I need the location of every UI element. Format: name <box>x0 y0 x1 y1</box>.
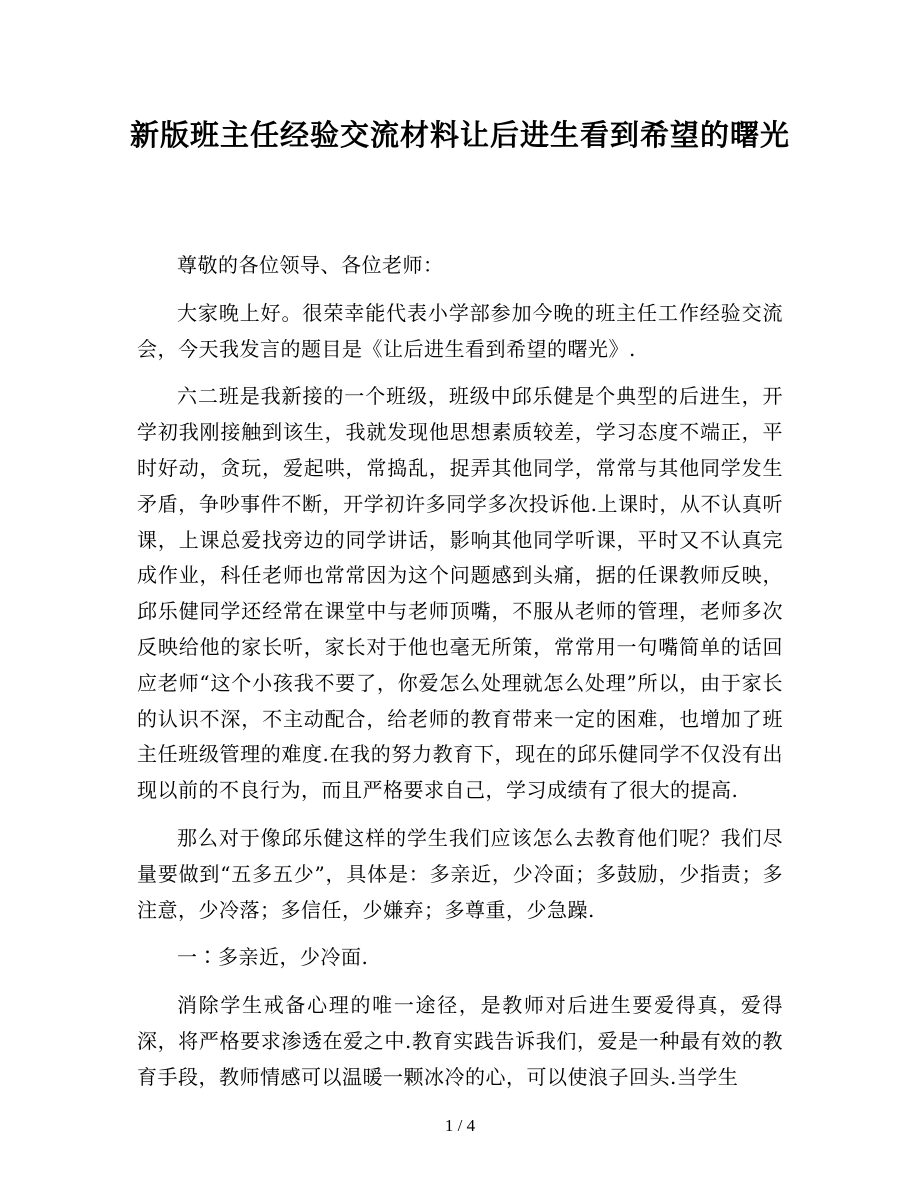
document-body <box>137 248 783 1108</box>
paragraph-method: 那么对于像邱乐健这样的学生我们应该怎么去教育他们呢？我们尽量要做到“五多五少”，具体是：多亲近，少冷面；多鼓励，少指责；多注意，少冷落；多信任，少嫌弃；多尊重，少急躁. <box>137 825 783 922</box>
document-title: 新版班主任经验交流材料让后进生看到希望的曙光 <box>130 118 791 152</box>
paragraph-section-1: 消除学生戒备心理的唯一途径，是教师对后进生要爱得真，爱得深，将严格要求渗透在爱之中.教育实践告诉我们，爱是一种最有效的教育手段，教师情感可以温暖一颗冰冷的心，可以使浪子回头.当学生 <box>137 993 783 1089</box>
paragraph-intro: 大家晚上好。很荣幸能代表小学部参加今晚的班主任工作经验交流会，今天我发言的题目是《让后进生看到希望的曙光》. <box>137 300 783 361</box>
section-heading-1: 一∶多亲近，少冷面. <box>177 945 369 970</box>
paragraph-case: 六二班是我新接的一个班级，班级中邱乐健是个典型的后进生，开学初我刚接触到该生，我就发现他思想素质较差，学习态度不端正，平时好动，贪玩，爱起哄，常捣乱，捉弄其他同学，常常与其他同学发生矛盾，争吵事件不断，开学初许多同学多次投诉他.上课时，从不认真听课，上课总爱找旁边的同学讲话，影响其他同学听课，平时又不认真完成作业，科任老师也常常因为这个问题感到头痛，据的任课教师反映，邱乐健同学还经常在课堂中与老师顶嘴，不服从老师的管理，老师多次反映给他的家长听，家长对于他也毫无所策，常常用一句嘴简单的话回应老师“这个小孩我不要了，你爱怎么处理就怎么处理”所以，由于家长的认识不深，不主动配合，给老师的教育带来一定的困难，也增加了班主任班级管理的难度.在我的努力教育下，现在的邱乐健同学不仅没有出现以前的不良行为，而且严格要求自己，学习成绩有了很大的提高. <box>137 384 783 803</box>
paragraph-greeting: 尊敬的各位领导、各位老师： <box>177 253 444 277</box>
page-number: 1 / 4 <box>444 1116 476 1135</box>
